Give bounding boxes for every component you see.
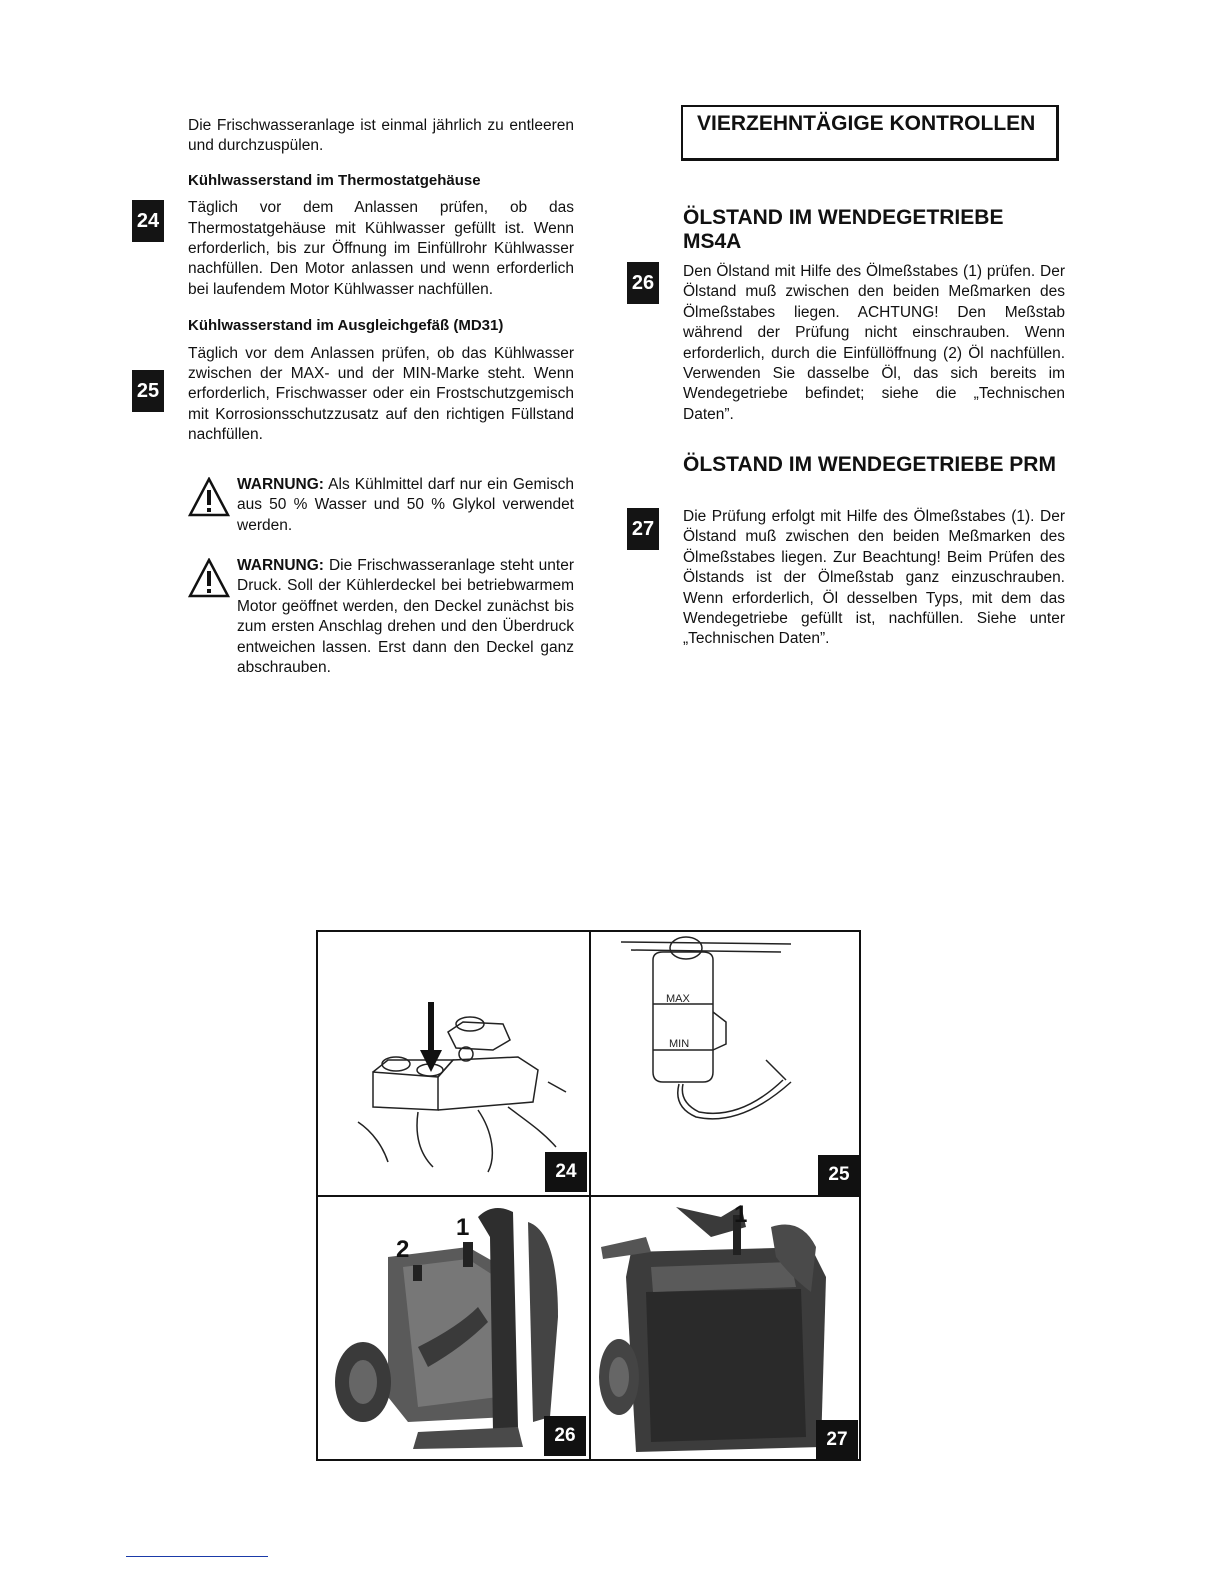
figure-24-badge: 24: [545, 1152, 587, 1192]
figure-26-badge: 26: [544, 1416, 586, 1456]
section-26-badge: 26: [627, 262, 659, 304]
section-24-heading: Kühlwasserstand im Thermostatgehäuse: [188, 171, 481, 189]
section-24-badge: 24: [132, 200, 164, 242]
intro-paragraph: Die Frischwasseranlage ist einmal jährlich zu entleeren und durchzuspülen.: [188, 117, 574, 155]
warning-1-label: WARNUNG:: [237, 476, 324, 493]
section-25-badge: 25: [132, 370, 164, 412]
section-25-text: Täglich vor dem Anlassen prüfen, ob das Kühlwasser zwischen der MAX- und der MIN-Marke steht. Wenn erforderlich, Frischwasser oder ein Frostschutzgemisch mit Korrosionsschutzzusatz auf den richtigen Füllstand nachfüllen.: [188, 344, 574, 444]
warning-1-text: Als Kühlmittel darf nur ein Gemisch aus 50 % Wasser und 50 % Glykol verwendet werden.: [237, 476, 574, 534]
section-27-text: Die Prüfung erfolgt mit Hilfe des Ölmeßstabes (1). Der Ölstand muß zwischen den beiden Meßmarken des Ölmeßstabes liegen. Zur Beachtung! Beim Prüfen des Ölstands ist der Ölmeßstab ganz einzuschrauben. Wenn erforderlich, Öl desselben Typs, mit dem das Wendegetriebe gefüllt ist, nachfüllen. Siehe unter „Technischen Daten”.: [683, 508, 1065, 648]
max-mark-label: MAX: [666, 993, 690, 1005]
section-27-badge: 27: [627, 508, 659, 550]
figure-27-badge: 27: [816, 1420, 858, 1460]
figure-grid-horizontal-divider: [316, 1195, 861, 1197]
section-24-text: Täglich vor dem Anlassen prüfen, ob das Thermostatgehäuse mit Kühlwasser gefüllt ist. Wenn erforderlich, bis zur Öffnung im Einfüllrohr Kühlwasser nachfüllen. Den Motor anlassen und wenn erforderlich bei laufendem Motor Kühlwasser nachfüllen.: [188, 199, 574, 298]
dipstick-label-1: 1: [456, 1214, 470, 1241]
section-27-text-block: [683, 507, 1065, 650]
left-column: [188, 116, 574, 446]
min-mark-label: MIN: [669, 1038, 690, 1050]
warning-2: [188, 556, 574, 678]
figure-25-badge: 25: [818, 1155, 860, 1195]
warning-triangle-icon: [188, 477, 230, 517]
section-26-heading: ÖLSTAND IM WENDEGETRIEBE MS4A: [683, 206, 1004, 253]
warning-1: [188, 475, 574, 536]
section-27-heading: ÖLSTAND IM WENDEGETRIEBE PRM: [683, 453, 1056, 476]
warning-2-label: WARNUNG:: [237, 557, 324, 574]
section-26-text-block: [683, 262, 1065, 425]
section-25-heading: Kühlwasserstand im Ausgleichgefäß (MD31): [188, 317, 504, 335]
dipstick-label-1: 1: [734, 1201, 748, 1228]
biweekly-checks-heading: VIERZEHNTÄGIGE KONTROLLEN: [681, 105, 1059, 161]
filler-label-2: 2: [396, 1236, 410, 1263]
section-26-text: Den Ölstand mit Hilfe des Ölmeßstabes (1) prüfen. Der Ölstand muß zwischen den beiden Meßmarken des Ölmeßstabes liegen. ACHTUNG! Den Meßstab während der Prüfung nicht einschrauben. Wenn erforderlich, durch die Einfüllöffnung (2) Öl nachfüllen. Verwenden Sie dasselbe Öl, das sich bereits im Wendegetriebe befindet; siehe die „Technischen Daten”.: [683, 263, 1065, 423]
warning-triangle-icon: [188, 558, 230, 598]
warning-2-text: Die Frischwasseranlage steht unter Druck. Soll der Kühlerdeckel bei betriebwarmem Motor geöffnet werden, den Deckel zunächst bis zum ersten Anschlag drehen und den Überdruck entweichen lassen. Erst dann den Deckel ganz abschrauben.: [237, 557, 574, 677]
footer-rule: [126, 1556, 268, 1557]
